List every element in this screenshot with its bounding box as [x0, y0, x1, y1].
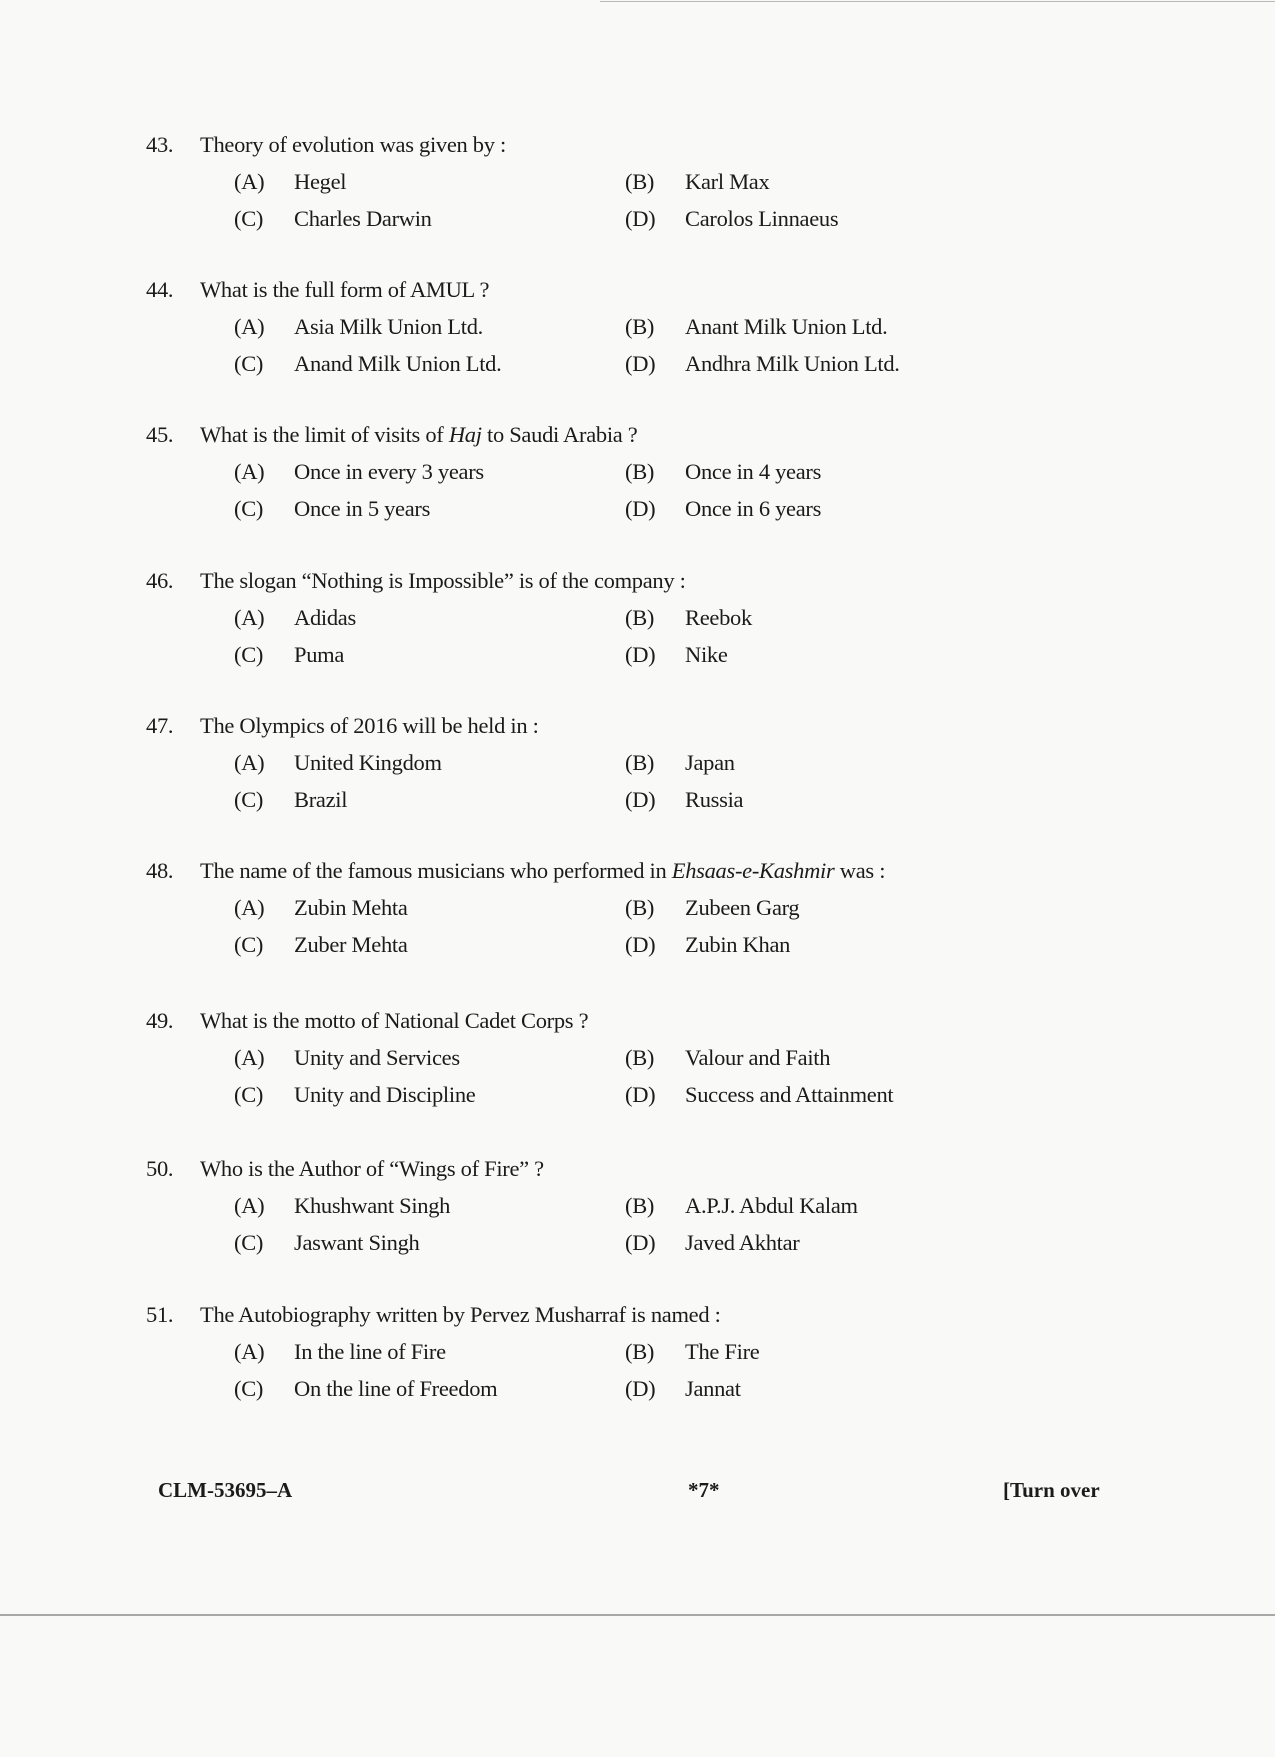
- question-stem: [146, 1008, 588, 1034]
- option-b: (B) A.P.J. Abdul Kalam: [625, 1193, 858, 1218]
- question-number: 47.: [146, 713, 174, 738]
- turn-over-note: [Turn over: [1003, 1478, 1100, 1502]
- option-b: (B) Reebok: [625, 605, 752, 630]
- question-stem: [146, 1156, 544, 1182]
- option-d: (D) Success and Attainment: [625, 1082, 894, 1107]
- paper-code: CLM-53695–A: [158, 1478, 293, 1502]
- option-b: (B) Anant Milk Union Ltd.: [625, 314, 888, 339]
- option-c: (C) Charles Darwin: [234, 206, 432, 231]
- option-c: (C) Zuber Mehta: [234, 932, 408, 957]
- option-d: (D) Once in 6 years: [625, 496, 822, 521]
- option-b: (B) Valour and Faith: [625, 1045, 831, 1070]
- question-text: What is the motto of National Cadet Corps ?: [200, 1008, 589, 1033]
- page-number: *7*: [688, 1478, 720, 1502]
- question-number: 46.: [146, 568, 174, 593]
- question-number: 44.: [146, 277, 174, 302]
- option-c: (C) Once in 5 years: [234, 496, 431, 521]
- question-text: Theory of evolution was given by :: [200, 132, 506, 157]
- option-a: (A) Zubin Mehta: [234, 895, 408, 920]
- question-text: What is the limit of visits of Haj to Saudi Arabia ?: [200, 422, 638, 447]
- option-a: (A) Unity and Services: [234, 1045, 460, 1070]
- option-d: (D) Andhra Milk Union Ltd.: [625, 351, 900, 376]
- question-text: The name of the famous musicians who performed in Ehsaas-e-Kashmir was :: [200, 858, 886, 883]
- option-a: (A) Adidas: [234, 605, 356, 630]
- option-a: (A) Once in every 3 years: [234, 459, 484, 484]
- bottom-rule: [0, 1614, 1275, 1616]
- option-d: (D) Nike: [625, 642, 728, 667]
- question-stem: [146, 568, 686, 594]
- option-b: (B) Japan: [625, 750, 735, 775]
- option-d: (D) Jannat: [625, 1376, 741, 1401]
- option-a: (A) United Kingdom: [234, 750, 442, 775]
- option-b: (B) Karl Max: [625, 169, 770, 194]
- question-text: The slogan “Nothing is Impossible” is of the company :: [200, 568, 686, 593]
- option-a: (A) Asia Milk Union Ltd.: [234, 314, 483, 339]
- question-number: 49.: [146, 1008, 174, 1033]
- question-stem: [146, 713, 539, 739]
- option-d: (D) Russia: [625, 787, 744, 812]
- question-text: What is the full form of AMUL ?: [200, 277, 490, 302]
- option-a: (A) In the line of Fire: [234, 1339, 446, 1364]
- question-stem: [146, 132, 506, 158]
- question-stem: [146, 858, 885, 884]
- question-text: Who is the Author of “Wings of Fire” ?: [200, 1156, 544, 1181]
- option-b: (B) Once in 4 years: [625, 459, 822, 484]
- option-d: (D) Carolos Linnaeus: [625, 206, 839, 231]
- question-number: 43.: [146, 132, 174, 157]
- question-number: 45.: [146, 422, 174, 447]
- question-number: 48.: [146, 858, 174, 883]
- question-stem: [146, 277, 489, 303]
- question-stem: [146, 422, 638, 448]
- top-rule: [600, 1, 1275, 2]
- option-b: (B) Zubeen Garg: [625, 895, 800, 920]
- question-stem: [146, 1302, 721, 1328]
- option-d: (D) Zubin Khan: [625, 932, 791, 957]
- option-c: (C) Jaswant Singh: [234, 1230, 420, 1255]
- option-c: (C) Anand Milk Union Ltd.: [234, 351, 502, 376]
- question-number: 50.: [146, 1156, 174, 1181]
- question-text: The Olympics of 2016 will be held in :: [200, 713, 539, 738]
- option-a: (A) Hegel: [234, 169, 347, 194]
- question-text: The Autobiography written by Pervez Musharraf is named :: [200, 1302, 721, 1327]
- option-c: (C) Brazil: [234, 787, 348, 812]
- question-number: 51.: [146, 1302, 174, 1327]
- option-d: (D) Javed Akhtar: [625, 1230, 800, 1255]
- option-c: (C) On the line of Freedom: [234, 1376, 498, 1401]
- option-b: (B) The Fire: [625, 1339, 760, 1364]
- option-c: (C) Unity and Discipline: [234, 1082, 476, 1107]
- option-a: (A) Khushwant Singh: [234, 1193, 451, 1218]
- option-c: (C) Puma: [234, 642, 345, 667]
